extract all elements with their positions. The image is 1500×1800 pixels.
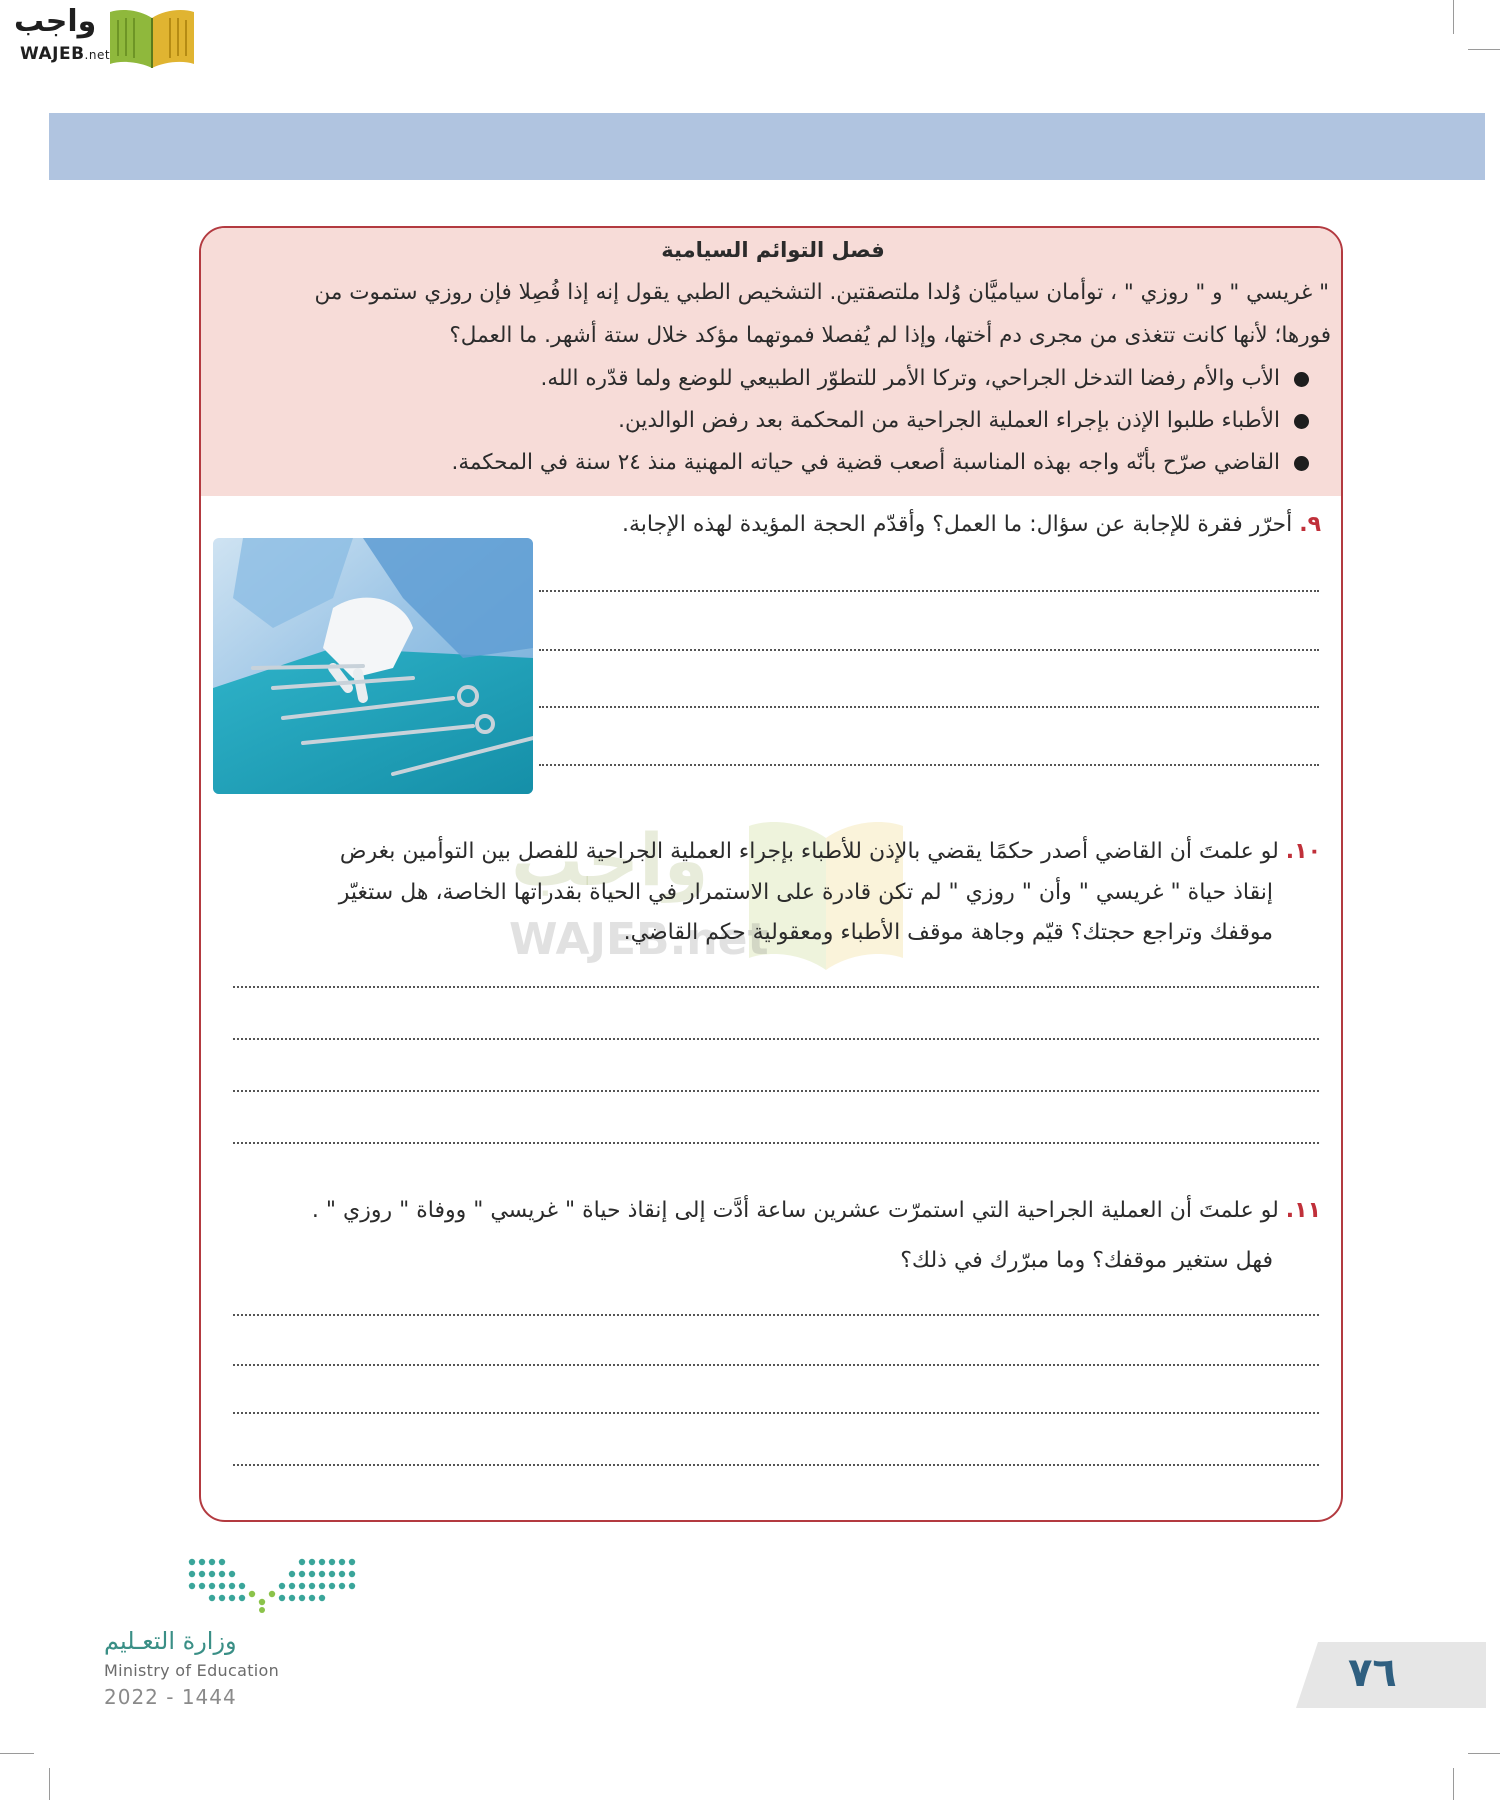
crop-mark bbox=[1453, 0, 1454, 34]
question-10-line-1 bbox=[340, 839, 1321, 864]
watermark-arabic: واجب bbox=[511, 818, 709, 902]
wajeb-logo[interactable] bbox=[10, 4, 190, 68]
crop-mark bbox=[1468, 49, 1500, 50]
bullet-item: الأطباء طلبوا الإذن بإجراء العملية الجراحية من المحكمة بعد رفض الوالدين. bbox=[618, 408, 1309, 433]
crop-mark bbox=[49, 1768, 50, 1800]
bullet-icon bbox=[1294, 372, 1309, 387]
bullet-icon bbox=[1294, 456, 1309, 471]
question-number: ٩. bbox=[1299, 512, 1321, 537]
question-11-line-2: فهل ستغير موقفك؟ وما مبرّرك في ذلك؟ bbox=[900, 1248, 1273, 1273]
ministry-name-english: Ministry of Education bbox=[104, 1661, 280, 1680]
answer-line[interactable] bbox=[233, 1142, 1319, 1144]
surgery-instruments-photo bbox=[213, 538, 533, 794]
header-band bbox=[49, 113, 1485, 180]
question-10-line-2: إنقاذ حياة " غريسي " وأن " روزي " لم تكن قادرة على الاستمرار في الحياة بقدراتها الخاصة، هل ستغيّر bbox=[338, 880, 1273, 905]
crop-mark bbox=[0, 1753, 34, 1754]
ministry-logo-icon bbox=[186, 1554, 358, 1614]
question-text: لو علمتَ أن العملية الجراحية التي استمرّت عشرين ساعة أدَّت إلى إنقاذ حياة " غريسي " ووفاة " روزي " . bbox=[311, 1198, 1279, 1223]
question-10-line-3: موقفك وتراجع حجتك؟ قيّم وجاهة موقف الأطباء ومعقولية حكم القاضي. bbox=[623, 920, 1273, 945]
page-number: ٧٦ bbox=[1348, 1650, 1397, 1696]
card-title: فصل التوائم السيامية bbox=[661, 238, 885, 262]
edition-year: 2022 - 1444 bbox=[104, 1685, 237, 1709]
ministry-name-arabic: وزارة التعـليم bbox=[104, 1627, 237, 1655]
book-icon bbox=[106, 6, 198, 68]
bullet-item: الأب والأم رفضا التدخل الجراحي، وتركا الأمر للتطوّر الطبيعي للوضع ولما قدّره الله. bbox=[541, 366, 1309, 391]
intro-line: فورها؛ لأنها كانت تتغذى من مجرى دم أختها، وإذا لم يُفصلا فموتهما مؤكد خلال ستة أشهر. ما العمل؟ bbox=[449, 323, 1331, 348]
watermark-latin: WAJEB.net bbox=[509, 914, 769, 965]
answer-line[interactable] bbox=[233, 1364, 1319, 1366]
intro-line: " غريسي " و " روزي " ، توأمان سياميَّان وُلدا ملتصقتين. التشخيص الطبي يقول إنه إذا فُصِلا فإن روزي ستموت من bbox=[314, 280, 1329, 305]
question-number: ١٠. bbox=[1285, 839, 1321, 864]
answer-line[interactable] bbox=[233, 986, 1319, 988]
logo-latin-text: WAJEB.net bbox=[20, 44, 111, 64]
activity-card bbox=[199, 226, 1343, 1522]
question-9 bbox=[622, 512, 1321, 537]
question-text: أحرّر فقرة للإجابة عن سؤال: ما العمل؟ وأقدّم الحجة المؤيدة لهذه الإجابة. bbox=[621, 512, 1293, 537]
answer-line[interactable] bbox=[233, 1090, 1319, 1092]
answer-line[interactable] bbox=[539, 649, 1319, 651]
question-number: ١١. bbox=[1285, 1198, 1321, 1223]
answer-line[interactable] bbox=[233, 1038, 1319, 1040]
bullet-item: القاضي صرّح بأنّه واجه بهذه المناسبة أصعب قضية في حياته المهنية منذ ٢٤ سنة في المحكمة. bbox=[451, 450, 1309, 475]
page-number-tab bbox=[1296, 1642, 1486, 1708]
bullet-icon bbox=[1294, 414, 1309, 429]
logo-arabic-text: واجب bbox=[14, 4, 97, 39]
crop-mark bbox=[1468, 1753, 1500, 1754]
answer-line[interactable] bbox=[233, 1464, 1319, 1466]
crop-mark bbox=[1453, 1768, 1454, 1800]
answer-line[interactable] bbox=[233, 1412, 1319, 1414]
question-11-line-1 bbox=[312, 1198, 1321, 1223]
answer-line[interactable] bbox=[539, 590, 1319, 592]
answer-line[interactable] bbox=[539, 764, 1319, 766]
answer-line[interactable] bbox=[539, 706, 1319, 708]
question-text: لو علمتَ أن القاضي أصدر حكمًا يقضي بالإذن للأطباء بإجراء العملية الجراحية للفصل بين التوأمين بغرض bbox=[339, 839, 1279, 864]
answer-line[interactable] bbox=[233, 1314, 1319, 1316]
